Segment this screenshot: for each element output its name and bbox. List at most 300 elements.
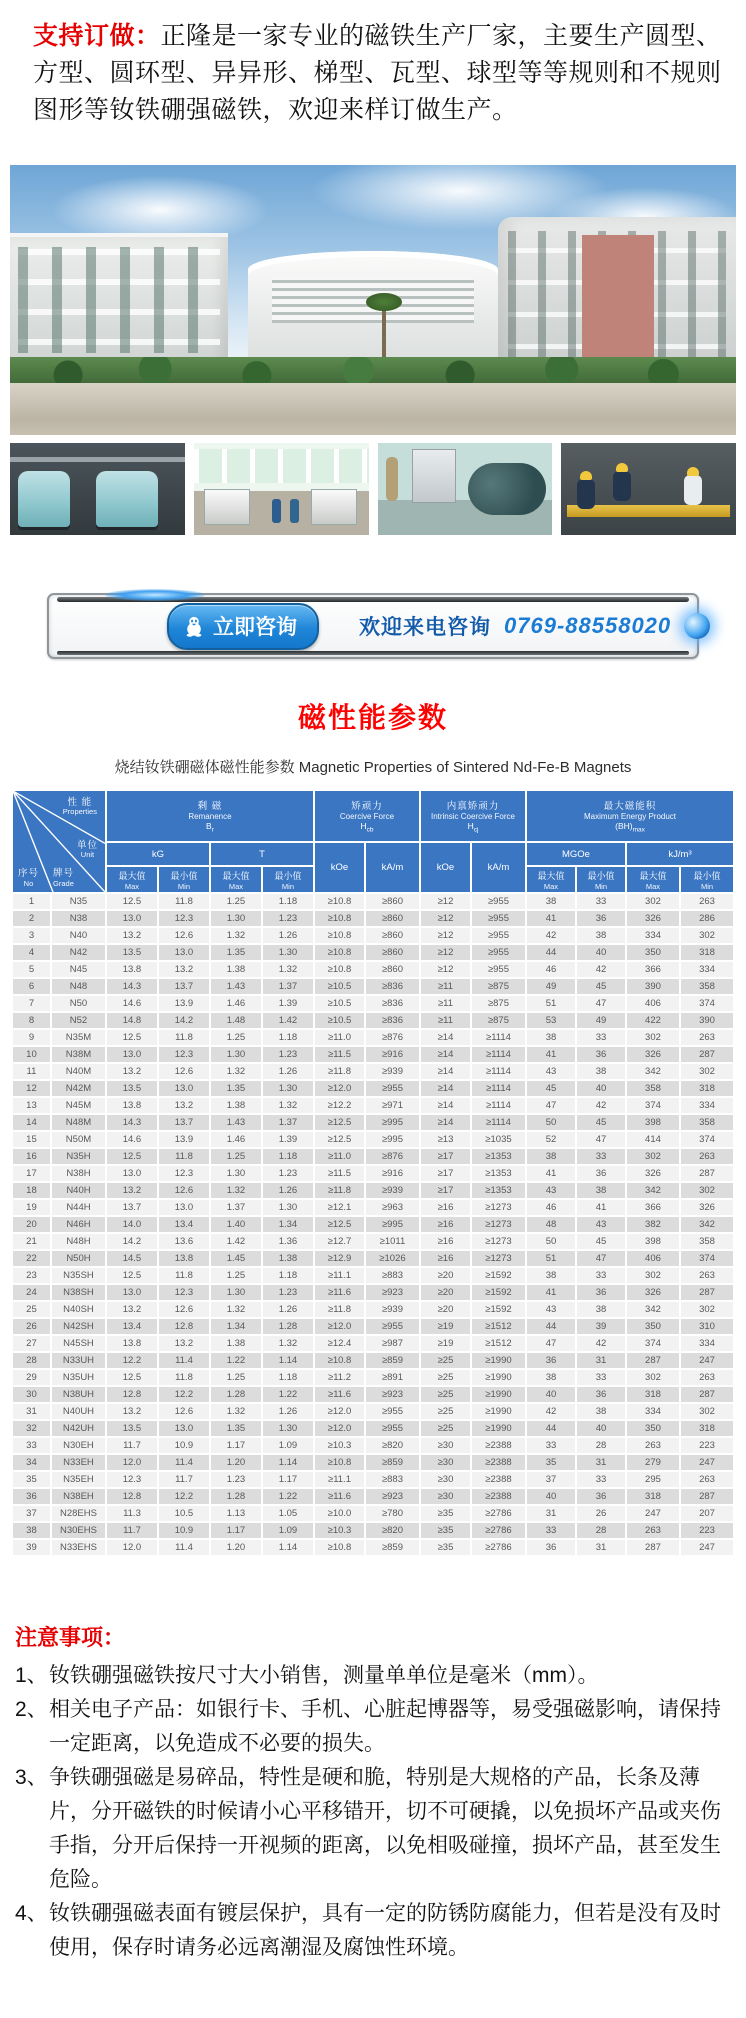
table-cell: 13.5	[107, 1421, 157, 1436]
table-cell: 37	[13, 1506, 50, 1521]
table-cell: N30EH	[52, 1438, 105, 1453]
table-corner-cell	[13, 791, 105, 892]
phone-number[interactable]: 0769-88558020	[504, 613, 672, 638]
table-cell: 19	[13, 1200, 50, 1215]
table-cell: 42	[527, 1404, 575, 1419]
table-cell: 11.4	[159, 1540, 209, 1555]
table-cell: ≥1353	[472, 1149, 525, 1164]
table-cell: 1.37	[263, 1115, 313, 1130]
table-cell: 11.8	[159, 1149, 209, 1164]
table-cell: ≥11.8	[315, 1183, 364, 1198]
table-cell: 1.45	[211, 1251, 261, 1266]
table-cell: 33	[577, 894, 625, 909]
table-row	[13, 1421, 733, 1436]
table-cell: 13.7	[107, 1200, 157, 1215]
table-cell: 1.23	[263, 1166, 313, 1181]
table-cell: 287	[681, 1285, 733, 1300]
table-cell: 1.20	[211, 1540, 261, 1555]
table-cell: N50	[52, 996, 105, 1011]
table-cell: 11.7	[159, 1472, 209, 1487]
table-cell: 13.2	[107, 1183, 157, 1198]
table-cell: N35	[52, 894, 105, 909]
table-cell: 1.25	[211, 1149, 261, 1164]
table-cell: N33UH	[52, 1353, 105, 1368]
table-cell: ≥875	[472, 1013, 525, 1028]
table-cell: ≥2388	[472, 1489, 525, 1504]
table-cell: 1.18	[263, 894, 313, 909]
table-cell: 38	[527, 1149, 575, 1164]
table-cell: 1.38	[211, 1336, 261, 1351]
table-cell: 342	[681, 1217, 733, 1232]
table-cell: ≥17	[421, 1166, 470, 1181]
blue-glow-capsule	[105, 589, 205, 601]
table-cell: ≥1990	[472, 1387, 525, 1402]
table-cell: 12.2	[107, 1353, 157, 1368]
table-cell: 26	[13, 1319, 50, 1334]
table-cell: ≥14	[421, 1047, 470, 1062]
table-row	[13, 1251, 733, 1266]
table-cell: 47	[577, 996, 625, 1011]
table-cell: 12.3	[107, 1472, 157, 1487]
table-cell: 33	[577, 1472, 625, 1487]
window-row	[194, 449, 369, 483]
table-cell: 16	[13, 1149, 50, 1164]
pipe	[10, 457, 185, 462]
table-cell: 1.42	[211, 1234, 261, 1249]
table-cell: 326	[627, 1047, 679, 1062]
table-cell: 1.05	[263, 1506, 313, 1521]
table-cell: 1.30	[211, 1166, 261, 1181]
table-cell: 390	[681, 1013, 733, 1028]
table-cell: 13.2	[107, 1404, 157, 1419]
table-row	[13, 1183, 733, 1198]
table-cell: ≥955	[472, 911, 525, 926]
table-cell: ≥939	[366, 1302, 419, 1317]
table-cell: 1.30	[263, 1081, 313, 1096]
table-cell: 263	[627, 1438, 679, 1453]
table-cell: ≥883	[366, 1268, 419, 1283]
table-cell: 36	[577, 1047, 625, 1062]
table-cell: 41	[527, 1166, 575, 1181]
group-header-intrinsic-coercive-force: 内禀矫顽力 Intrinsic Coercive Force $H_{cj}$	[421, 791, 525, 841]
table-cell: ≥820	[366, 1438, 419, 1453]
table-cell: 13.9	[159, 996, 209, 1011]
table-cell: N33EHS	[52, 1540, 105, 1555]
table-cell: 1.25	[211, 1268, 261, 1283]
table-cell: ≥1273	[472, 1200, 525, 1215]
table-cell: ≥12	[421, 962, 470, 977]
table-row	[13, 1353, 733, 1368]
corner-grade-label: 牌号 Grade	[52, 868, 74, 888]
table-cell: 6	[13, 979, 50, 994]
table-cell: ≥10.8	[315, 894, 364, 909]
table-cell: ≥939	[366, 1183, 419, 1198]
table-cell: ≥923	[366, 1285, 419, 1300]
table-cell: 40	[527, 1387, 575, 1402]
furnace-cylinder	[468, 463, 546, 515]
table-cell: ≥10.8	[315, 911, 364, 926]
table-cell: ≥780	[366, 1506, 419, 1521]
table-cell: ≥1114	[472, 1047, 525, 1062]
table-cell: N50M	[52, 1132, 105, 1147]
note-text: 相关电子产品：如银行卡、手机、心脏起博器等，易受强磁影响，请保持一定距离，以免造成不必要的损失。	[49, 1698, 721, 1755]
table-cell: 43	[527, 1064, 575, 1079]
table-cell: ≥25	[421, 1387, 470, 1402]
table-cell: ≥11.6	[315, 1489, 364, 1504]
table-cell: 44	[527, 1319, 575, 1334]
table-cell: 38	[577, 1183, 625, 1198]
col-header-min: 最小值 Min	[577, 867, 625, 892]
table-cell: 13.0	[159, 1421, 209, 1436]
worker-figure	[684, 475, 702, 505]
table-cell: N48	[52, 979, 105, 994]
table-cell: 13.8	[107, 962, 157, 977]
table-cell: 13	[13, 1098, 50, 1113]
worker-figure	[577, 479, 595, 509]
table-cell: 35	[527, 1455, 575, 1470]
table-cell: 382	[627, 1217, 679, 1232]
table-cell: ≥876	[366, 1149, 419, 1164]
table-cell: 263	[681, 1268, 733, 1283]
table-row	[13, 1200, 733, 1215]
table-row	[13, 928, 733, 943]
table-cell: 13.6	[159, 1234, 209, 1249]
table-cell: 358	[627, 1081, 679, 1096]
table-cell: ≥10.8	[315, 1455, 364, 1470]
notes-section	[15, 1621, 730, 1965]
table-cell: ≥1990	[472, 1404, 525, 1419]
table-cell: ≥2388	[472, 1438, 525, 1453]
table-cell: ≥891	[366, 1370, 419, 1385]
table-cell: 1.38	[211, 962, 261, 977]
table-cell: ≥11.6	[315, 1285, 364, 1300]
table-cell: 20	[13, 1217, 50, 1232]
table-cell: N35M	[52, 1030, 105, 1045]
table-cell: 42	[577, 962, 625, 977]
table-cell: ≥1114	[472, 1064, 525, 1079]
table-cell: 11.8	[159, 894, 209, 909]
table-cell: ≥987	[366, 1336, 419, 1351]
table-cell: ≥11	[421, 1013, 470, 1028]
table-row	[13, 1115, 733, 1130]
table-cell: 50	[527, 1115, 575, 1130]
table-cell: 1.32	[263, 1098, 313, 1113]
col-header-max: 最大值 Max	[211, 867, 261, 892]
factory-panorama-photo	[10, 165, 736, 435]
note-number: 2、	[15, 1698, 48, 1721]
table-cell: ≥16	[421, 1217, 470, 1232]
table-cell: 398	[627, 1115, 679, 1130]
table-cell: 318	[681, 1081, 733, 1096]
table-cell: ≥16	[421, 1251, 470, 1266]
table-cell: ≥19	[421, 1319, 470, 1334]
table-row	[13, 1234, 733, 1249]
table-cell: 1.43	[211, 979, 261, 994]
intro-text: 正隆是一家专业的磁铁生产厂家，主要生产圆型、方型、圆环型、异异形、梯型、瓦型、球型等等规则和不规则图形等钕铁硼强磁铁，欢迎来样订做生产。	[33, 22, 722, 124]
table-cell: 326	[627, 1166, 679, 1181]
table-cell: ≥20	[421, 1302, 470, 1317]
table-cell: 8	[13, 1013, 50, 1028]
table-cell: ≥955	[472, 928, 525, 943]
table-cell: 295	[627, 1472, 679, 1487]
consult-button-label: 立即咨询	[213, 615, 297, 639]
building-right	[498, 217, 736, 375]
table-cell: 33	[577, 1268, 625, 1283]
table-cell: 11.7	[107, 1523, 157, 1538]
table-row	[13, 979, 733, 994]
table-cell: 366	[627, 962, 679, 977]
table-cell: N52	[52, 1013, 105, 1028]
table-cell: 287	[627, 1353, 679, 1368]
table-cell: ≥35	[421, 1540, 470, 1555]
table-row	[13, 1523, 733, 1538]
table-cell: 1.42	[263, 1013, 313, 1028]
table-cell: 33	[577, 1149, 625, 1164]
table-row	[13, 1302, 733, 1317]
table-title: 烧结钕铁硼磁体磁性能参数 Magnetic Properties of Sintered Nd-Fe-B Magnets	[114, 759, 632, 776]
table-cell: 47	[527, 1336, 575, 1351]
table-cell: 45	[577, 1115, 625, 1130]
table-cell: N38M	[52, 1047, 105, 1062]
table-row	[13, 1166, 733, 1181]
table-row	[13, 1149, 733, 1164]
table-cell: 1.20	[211, 1455, 261, 1470]
table-cell: 1.34	[263, 1217, 313, 1232]
table-cell: 38	[527, 894, 575, 909]
table-row	[13, 1013, 733, 1028]
table-cell: 374	[627, 1098, 679, 1113]
table-cell: 14.6	[107, 996, 157, 1011]
table-cell: 13.2	[159, 962, 209, 977]
table-cell: 1.32	[263, 962, 313, 977]
table-cell: 34	[13, 1455, 50, 1470]
table-cell: 1	[13, 894, 50, 909]
table-cell: ≥12	[421, 911, 470, 926]
table-cell: 1.30	[211, 1047, 261, 1062]
table-cell: ≥2786	[472, 1506, 525, 1521]
table-cell: ≥1273	[472, 1217, 525, 1232]
table-cell: N38EH	[52, 1489, 105, 1504]
table-cell: 1.26	[263, 928, 313, 943]
unit-kam: kA/m	[472, 843, 525, 892]
table-cell: 13.4	[159, 1217, 209, 1232]
table-cell: 43	[527, 1302, 575, 1317]
table-cell: 41	[527, 1285, 575, 1300]
table-cell: ≥2786	[472, 1523, 525, 1538]
table-cell: 31	[527, 1506, 575, 1521]
table-cell: 1.25	[211, 1370, 261, 1385]
table-cell: 36	[577, 1166, 625, 1181]
table-cell: 36	[577, 1285, 625, 1300]
consult-now-button[interactable]	[167, 603, 319, 650]
table-cell: 350	[627, 1421, 679, 1436]
table-cell: ≥30	[421, 1472, 470, 1487]
table-cell: ≥2388	[472, 1472, 525, 1487]
table-cell: N33EH	[52, 1455, 105, 1470]
table-cell: 247	[627, 1506, 679, 1521]
table-cell: 11.4	[159, 1455, 209, 1470]
workshop-interior-photo	[194, 443, 369, 535]
table-cell: ≥1273	[472, 1234, 525, 1249]
table-cell: 31	[13, 1404, 50, 1419]
table-cell: 223	[681, 1523, 733, 1538]
note-text: 钕铁硼强磁表面有镀层保护，具有一定的防锈防腐能力，但若是没有及时使用，保存时请务必远离潮湿及腐蚀性环境。	[49, 1902, 721, 1959]
table-cell: 207	[681, 1506, 733, 1521]
table-cell: ≥10.8	[315, 945, 364, 960]
table-cell: 398	[627, 1234, 679, 1249]
table-cell: ≥25	[421, 1370, 470, 1385]
intro-paragraph	[33, 18, 722, 129]
table-row	[13, 1319, 733, 1334]
table-cell: 31	[577, 1540, 625, 1555]
table-cell: ≥1592	[472, 1285, 525, 1300]
table-cell: 13.2	[159, 1098, 209, 1113]
table-cell: 4	[13, 945, 50, 960]
machine	[204, 489, 250, 525]
gas-cylinder	[386, 457, 398, 501]
table-cell: ≥916	[366, 1166, 419, 1181]
table-cell: 358	[681, 1234, 733, 1249]
table-cell: ≥12.4	[315, 1336, 364, 1351]
table-cell: 302	[627, 1268, 679, 1283]
table-cell: 1.18	[263, 1370, 313, 1385]
col-header-min: 最小值 Min	[263, 867, 313, 892]
table-cell: ≥10.5	[315, 1013, 364, 1028]
table-cell: ≥876	[366, 1030, 419, 1045]
table-cell: 334	[681, 1336, 733, 1351]
table-cell: 38	[527, 1030, 575, 1045]
blue-glow-orb	[684, 613, 710, 639]
table-cell: 12.5	[107, 1149, 157, 1164]
table-cell: 310	[681, 1319, 733, 1334]
table-cell: 21	[13, 1234, 50, 1249]
table-cell: 45	[577, 979, 625, 994]
table-cell: N40M	[52, 1064, 105, 1079]
table-cell: 1.38	[263, 1251, 313, 1266]
table-cell: 342	[627, 1302, 679, 1317]
table-cell: ≥12	[421, 894, 470, 909]
building-windows	[18, 247, 220, 353]
table-cell: 1.38	[211, 1098, 261, 1113]
table-cell: 302	[681, 1404, 733, 1419]
table-cell: 41	[577, 1200, 625, 1215]
table-cell: N42SH	[52, 1319, 105, 1334]
table-cell: 13.0	[107, 1047, 157, 1062]
table-cell: 12.3	[159, 911, 209, 926]
table-cell: 38	[577, 1404, 625, 1419]
table-cell: ≥12.5	[315, 1132, 364, 1147]
group-header-remanence: 剩 磁 Remanence $B_r$	[107, 791, 313, 841]
table-cell: ≥35	[421, 1523, 470, 1538]
table-cell: 42	[577, 1336, 625, 1351]
table-cell: ≥1990	[472, 1353, 525, 1368]
table-cell: 36	[527, 1353, 575, 1368]
table-cell: ≥13	[421, 1132, 470, 1147]
table-cell: 374	[681, 1132, 733, 1147]
col-header-min: 最小值 Min	[159, 867, 209, 892]
table-cell: 13.7	[159, 1115, 209, 1130]
table-cell: 27	[13, 1336, 50, 1351]
table-cell: 41	[527, 1047, 575, 1062]
table-cell: 14.8	[107, 1013, 157, 1028]
note-item	[15, 1693, 730, 1761]
table-cell: 43	[527, 1183, 575, 1198]
table-cell: 302	[627, 1370, 679, 1385]
table-cell: ≥14	[421, 1115, 470, 1130]
table-cell: 25	[13, 1302, 50, 1317]
table-cell: ≥883	[366, 1472, 419, 1487]
table-cell: 40	[577, 1081, 625, 1096]
table-cell: 302	[681, 1064, 733, 1079]
group-header-coercive-force: 矫顽力 Coercive Force $H_{cb}$	[315, 791, 419, 841]
table-cell: ≥14	[421, 1098, 470, 1113]
table-cell: 358	[681, 979, 733, 994]
table-cell: 334	[627, 928, 679, 943]
table-cell: 302	[627, 1149, 679, 1164]
table-cell: ≥11.1	[315, 1472, 364, 1487]
table-cell: ≥860	[366, 911, 419, 926]
table-cell: ≥12.9	[315, 1251, 364, 1266]
table-cell: 45	[527, 1081, 575, 1096]
note-item	[15, 1897, 730, 1965]
table-cell: 12.0	[107, 1540, 157, 1555]
table-cell: 36	[577, 1489, 625, 1504]
table-cell: 263	[681, 1030, 733, 1045]
table-cell: 406	[627, 996, 679, 1011]
table-cell: N28EHS	[52, 1506, 105, 1521]
table-cell: 2	[13, 911, 50, 926]
driveway	[10, 383, 736, 435]
table-cell: 13.5	[107, 1081, 157, 1096]
table-cell: ≥17	[421, 1183, 470, 1198]
workers-equipment-photo	[561, 443, 736, 535]
table-cell: ≥955	[366, 1081, 419, 1096]
building-accent	[582, 235, 654, 365]
control-cabinet	[412, 449, 456, 503]
table-cell: 39	[13, 1540, 50, 1555]
table-cell: 1.39	[263, 996, 313, 1011]
table-cell: 287	[681, 1489, 733, 1504]
table-cell: ≥971	[366, 1098, 419, 1113]
table-cell: ≥1353	[472, 1166, 525, 1181]
table-cell: 287	[681, 1387, 733, 1402]
table-cell: ≥923	[366, 1489, 419, 1504]
table-cell: 13.0	[159, 1200, 209, 1215]
table-cell: 1.22	[263, 1387, 313, 1402]
table-cell: 13.9	[159, 1132, 209, 1147]
table-cell: 318	[681, 945, 733, 960]
table-cell: ≥10.0	[315, 1506, 364, 1521]
table-cell: N35UH	[52, 1370, 105, 1385]
table-cell: 11.3	[107, 1506, 157, 1521]
table-cell: 247	[681, 1540, 733, 1555]
table-cell: ≥995	[366, 1217, 419, 1232]
table-cell: ≥2388	[472, 1455, 525, 1470]
table-cell: 1.23	[263, 1285, 313, 1300]
table-row	[13, 1098, 733, 1113]
table-cell: 1.35	[211, 945, 261, 960]
table-cell: 51	[527, 1251, 575, 1266]
table-cell: 279	[627, 1455, 679, 1470]
table-cell: 38	[577, 1302, 625, 1317]
table-cell: ≥859	[366, 1353, 419, 1368]
table-cell: ≥955	[472, 945, 525, 960]
table-cell: 1.13	[211, 1506, 261, 1521]
table-cell: 13.2	[107, 1302, 157, 1317]
unit-mgoe: MGOe	[527, 843, 625, 865]
table-cell: 1.17	[263, 1472, 313, 1487]
table-cell: ≥20	[421, 1285, 470, 1300]
